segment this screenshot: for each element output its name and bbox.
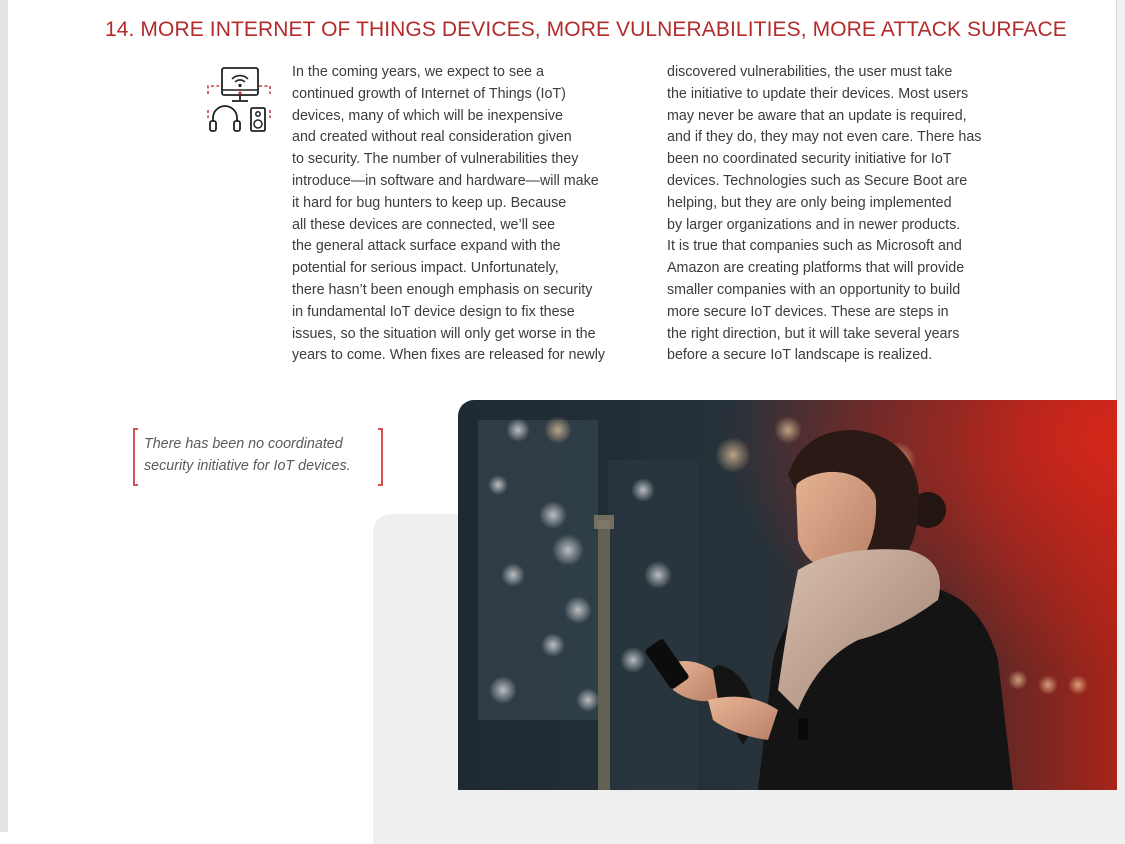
- body-line: all these devices are connected, we’ll see: [292, 216, 556, 233]
- body-line: to security. The number of vulnerabilities they: [292, 151, 579, 168]
- page-left-edge: [0, 0, 8, 832]
- body-column-1: [292, 62, 652, 367]
- body-column-2: [667, 62, 1027, 367]
- body-line: been no coordinated security initiative for IoT: [667, 151, 952, 168]
- body-line: there hasn’t been enough emphasis on security: [292, 281, 593, 298]
- body-line: It is true that companies such as Microsoft and: [667, 238, 962, 255]
- city-night-photo: [458, 400, 1117, 790]
- body-line: years to come. When fixes are released for newly: [292, 347, 606, 364]
- pull-quote: [133, 428, 383, 486]
- body-line: more secure IoT devices. These are steps in: [667, 303, 949, 320]
- left-bracket: [133, 428, 138, 486]
- body-line: and created without real consideration given: [292, 129, 572, 146]
- body-line: smaller companies with an opportunity to build: [667, 281, 961, 298]
- body-line: the right direction, but it will take several years: [667, 325, 960, 342]
- body-line: issues, so the situation will only get worse in the: [292, 325, 596, 342]
- body-line: Amazon are creating platforms that will provide: [667, 260, 965, 277]
- pull-quote-line: security initiative for IoT devices.: [144, 458, 351, 474]
- iot-devices-icon: [205, 66, 275, 134]
- body-line: and if they do, they may not even care. There has: [667, 129, 982, 146]
- body-line: may never be aware that an update is required,: [667, 107, 967, 124]
- body-line: helping, but they are only being implemented: [667, 194, 952, 211]
- body-line: potential for serious impact. Unfortunately,: [292, 260, 559, 277]
- section-heading: 14. MORE INTERNET OF THINGS DEVICES, MORE VULNERABILITIES, MORE ATTACK SURFACE: [105, 18, 1067, 41]
- body-line: in fundamental IoT device design to fix these: [292, 303, 575, 320]
- body-line: devices. Technologies such as Secure Boot are: [667, 172, 968, 189]
- body-line: it hard for bug hunters to keep up. Because: [292, 194, 567, 211]
- body-line: the initiative to update their devices. Most users: [667, 85, 969, 102]
- body-line: discovered vulnerabilities, the user must take: [667, 64, 953, 80]
- body-line: devices, many of which will be inexpensive: [292, 107, 563, 124]
- body-line: introduce—in software and hardware—will make: [292, 172, 599, 189]
- body-line: the general attack surface expand with the: [292, 238, 561, 255]
- body-line: before a secure IoT landscape is realized.: [667, 347, 933, 364]
- body-line: In the coming years, we expect to see a: [292, 64, 544, 80]
- pull-quote-text: [144, 433, 380, 477]
- body-line: continued growth of Internet of Things (IoT): [292, 85, 566, 102]
- photo-illustration: [458, 400, 1117, 790]
- body-line: by larger organizations and in newer products.: [667, 216, 961, 233]
- pull-quote-line: There has been no coordinated: [144, 436, 343, 452]
